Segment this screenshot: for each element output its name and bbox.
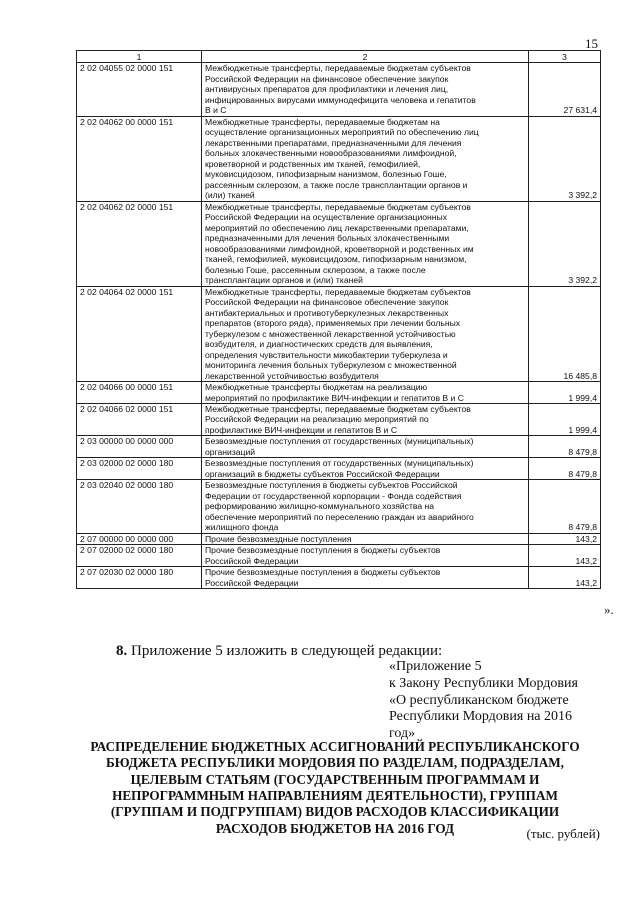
amount-cell: 3 392,2	[529, 201, 601, 286]
budget-revenue-table	[76, 50, 601, 589]
description-line: лекарственными препаратами, предназначенными для лечения	[205, 137, 462, 148]
column-header-amount: 3	[529, 51, 601, 63]
budget-code-cell: 2 07 00000 00 0000 000	[77, 533, 202, 544]
description-line: Межбюджетные трансферты, передаваемые бюджетам субъектов	[205, 403, 471, 414]
description-line: мероприятий по профилактике ВИЧ-инфекции и гепатитов В и С	[205, 392, 464, 403]
budget-code-cell: 2 07 02030 02 0000 180	[77, 567, 202, 589]
column-header-description: 2	[202, 51, 529, 63]
description-line: препаратов (второго ряда), применяемых при лечении больных	[205, 318, 461, 329]
description-line: определения чувствительности микобактерии туберкулеза и	[205, 349, 448, 360]
section-title-line: ЦЕЛЕВЫМ СТАТЬЯМ (ГОСУДАРСТВЕННЫМ ПРОГРАММАМ И	[130, 771, 540, 787]
description-line: мероприятий по обеспечению лиц лекарственными препаратами,	[205, 222, 469, 233]
description-line: Российской Федерации на финансовое обеспечение закупок	[205, 297, 449, 308]
section-title-line: (ГРУППАМ И ПОДГРУППАМ) ВИДОВ РАСХОДОВ КЛАССИФИКАЦИИ	[110, 804, 560, 820]
description-line: Прочие безвозмездные поступления	[205, 533, 352, 544]
appendix-header-line: «Приложение 5	[389, 659, 482, 674]
description-line: Безвозмездные поступления от государственных (муниципальных)	[205, 458, 474, 469]
section-title-line: БЮДЖЕТА РЕСПУБЛИКИ МОРДОВИЯ ПО РАЗДЕЛАМ, ПОДРАЗДЕЛАМ,	[106, 755, 564, 771]
description-line: трансплантации органов и (или) тканей	[205, 275, 363, 286]
table-row	[77, 403, 601, 435]
table-row	[77, 286, 601, 381]
description-line: Межбюджетные трансферты, передаваемые бюджетам на	[205, 116, 440, 127]
appendix-header	[389, 659, 578, 743]
amount-cell: 1 999,4	[529, 403, 601, 435]
description-cell	[202, 116, 529, 201]
description-cell	[202, 533, 529, 544]
description-line: Межбюджетные трансферты, передаваемые бюджетам субъектов	[205, 63, 471, 74]
description-line: туберкулезом с множественной лекарственной устойчивостью	[205, 328, 456, 339]
description-line: организаций	[205, 446, 256, 457]
amount-cell: 3 392,2	[529, 116, 601, 201]
table-row	[77, 545, 601, 567]
table-row	[77, 567, 601, 589]
closing-quote: ».	[604, 602, 614, 617]
table-row	[77, 63, 601, 116]
description-cell	[202, 567, 529, 589]
description-line: Российской Федерации на реализацию мероприятий по	[205, 414, 429, 425]
section-title-line: РАСПРЕДЕЛЕНИЕ БЮДЖЕТНЫХ АССИГНОВАНИЙ РЕСПУБЛИКАНСКОГО	[90, 739, 580, 754]
column-header-code: 1	[77, 51, 202, 63]
budget-code-cell: 2 02 04064 02 0000 151	[77, 286, 202, 381]
amount-cell: 16 485,8	[529, 286, 601, 381]
amendment-paragraph	[116, 643, 442, 660]
table-row	[77, 201, 601, 286]
amount-cell: 143,2	[529, 533, 601, 544]
description-line: Российской Федерации	[205, 555, 299, 566]
description-cell	[202, 382, 529, 404]
budget-code-cell: 2 02 04066 00 0000 151	[77, 382, 202, 404]
description-line: тканей, гемофилией, муковисцидозом, гипофизарным нанизмом,	[205, 254, 467, 265]
description-line: (или) тканей	[205, 190, 255, 201]
table-body	[77, 63, 601, 589]
amount-cell: 1 999,4	[529, 382, 601, 404]
description-line: антивирусных препаратов для профилактики и лечения лиц,	[205, 84, 449, 95]
budget-code-cell: 2 02 04066 02 0000 151	[77, 403, 202, 435]
table-row	[77, 533, 601, 544]
description-line: кроветворной и родственных им тканей, гемофилией,	[205, 158, 421, 169]
description-line: профилактике ВИЧ-инфекции и гепатитов В и С	[205, 424, 398, 435]
amount-cell: 8 479,8	[529, 480, 601, 533]
description-line: инфицированных вирусами иммунодефицита человека и гепатитов	[205, 94, 476, 105]
description-line: Федерации от государственной корпорации - Фонда содействия	[205, 490, 462, 501]
table-row	[77, 458, 601, 480]
description-line: Безвозмездные поступления в бюджеты субъектов Российской	[205, 480, 458, 491]
description-line: лекарственной устойчивостью возбудителя	[205, 370, 379, 381]
description-cell	[202, 436, 529, 458]
description-line: антибактериальных и противотуберкулезных лекарственных	[205, 307, 449, 318]
description-line: Российской Федерации на осуществление организационных	[205, 212, 448, 223]
budget-code-cell: 2 02 04055 02 0000 151	[77, 63, 202, 116]
description-line: рассеянным склерозом, а также после трансплантации органов и	[205, 179, 468, 190]
table-row	[77, 382, 601, 404]
description-line: Межбюджетные трансферты бюджетам на реализацию	[205, 382, 428, 393]
description-line: В и С	[205, 105, 227, 116]
section-title-line: НЕПРОГРАММНЫМ НАПРАВЛЕНИЯМ ДЕЯТЕЛЬНОСТИ), ГРУППАМ	[112, 788, 558, 804]
description-cell	[202, 545, 529, 567]
description-cell	[202, 286, 529, 381]
appendix-header-line: год»	[389, 726, 416, 742]
description-line: жилищного фонда	[205, 522, 279, 533]
budget-code-cell: 2 03 02040 02 0000 180	[77, 480, 202, 533]
description-cell	[202, 201, 529, 286]
description-line: организаций в бюджеты субъектов Российской Федерации	[205, 468, 440, 479]
description-line: Российской Федерации	[205, 577, 299, 588]
description-line: болезнью Гоше, рассеянным склерозом, а также после	[205, 264, 426, 275]
budget-code-cell: 2 03 02000 02 0000 180	[77, 458, 202, 480]
unit-label: (тыс. рублей)	[526, 826, 600, 841]
budget-code-cell: 2 02 04062 02 0000 151	[77, 201, 202, 286]
description-line: Безвозмездные поступления от государственных (муниципальных)	[205, 436, 474, 447]
description-line: Межбюджетные трансферты, передаваемые бюджетам субъектов	[205, 201, 471, 212]
description-cell	[202, 403, 529, 435]
description-line: Прочие безвозмездные поступления в бюджеты субъектов	[205, 545, 441, 556]
amount-cell: 143,2	[529, 567, 601, 589]
budget-code-cell: 2 07 02000 02 0000 180	[77, 545, 202, 567]
description-line: Российской Федерации на финансовое обеспечение закупок	[205, 73, 449, 84]
amount-cell: 8 479,8	[529, 436, 601, 458]
amendment-text: Приложение 5 изложить в следующей редакции:	[127, 643, 443, 659]
description-line: осуществление организационных мероприятий по обеспечению лиц	[205, 127, 479, 138]
amount-cell: 8 479,8	[529, 458, 601, 480]
description-line: мониторинга лечения больных туберкулезом с множественной	[205, 360, 457, 371]
appendix-header-line: Республики Мордовия на 2016	[389, 709, 573, 725]
table-row	[77, 116, 601, 201]
amount-cell: 143,2	[529, 545, 601, 567]
appendix-header-line: к Закону Республики Мордовия	[389, 675, 578, 691]
description-line: обеспечение мероприятий по переселению граждан из аварийного	[205, 511, 474, 522]
description-line: новообразованиями лимфоидной, кроветворной и родственных им	[205, 243, 474, 254]
budget-code-cell: 2 02 04062 00 0000 151	[77, 116, 202, 201]
table-row	[77, 480, 601, 533]
description-line: Прочие безвозмездные поступления в бюджеты субъектов	[205, 567, 441, 578]
amendment-number: 8.	[116, 643, 128, 659]
description-line: реформированию жилищно-коммунального хозяйства на	[205, 501, 435, 512]
description-line: Межбюджетные трансферты, передаваемые бюджетам субъектов	[205, 286, 471, 297]
description-cell	[202, 480, 529, 533]
description-cell	[202, 458, 529, 480]
description-cell	[202, 63, 529, 116]
budget-code-cell: 2 03 00000 00 0000 000	[77, 436, 202, 458]
page-number: 15	[585, 36, 598, 51]
section-title-line: РАСХОДОВ БЮДЖЕТОВ НА 2016 ГОД	[215, 820, 455, 836]
description-line: муковисцидозом, гипофизарным нанизмом, болезнью Гоше,	[205, 169, 447, 180]
appendix-header-line: «О республиканском бюджете	[389, 692, 569, 708]
amount-cell: 27 631,4	[529, 63, 601, 116]
description-line: больных злокачественными новообразованиями лимфоидной,	[205, 148, 457, 159]
table-header-row	[77, 51, 601, 63]
description-line: возбудителя, и диагностических средств для выявления,	[205, 339, 433, 350]
table-row	[77, 436, 601, 458]
description-line: предназначенными для лечения больных злокачественными	[205, 233, 450, 244]
section-title	[70, 739, 600, 837]
